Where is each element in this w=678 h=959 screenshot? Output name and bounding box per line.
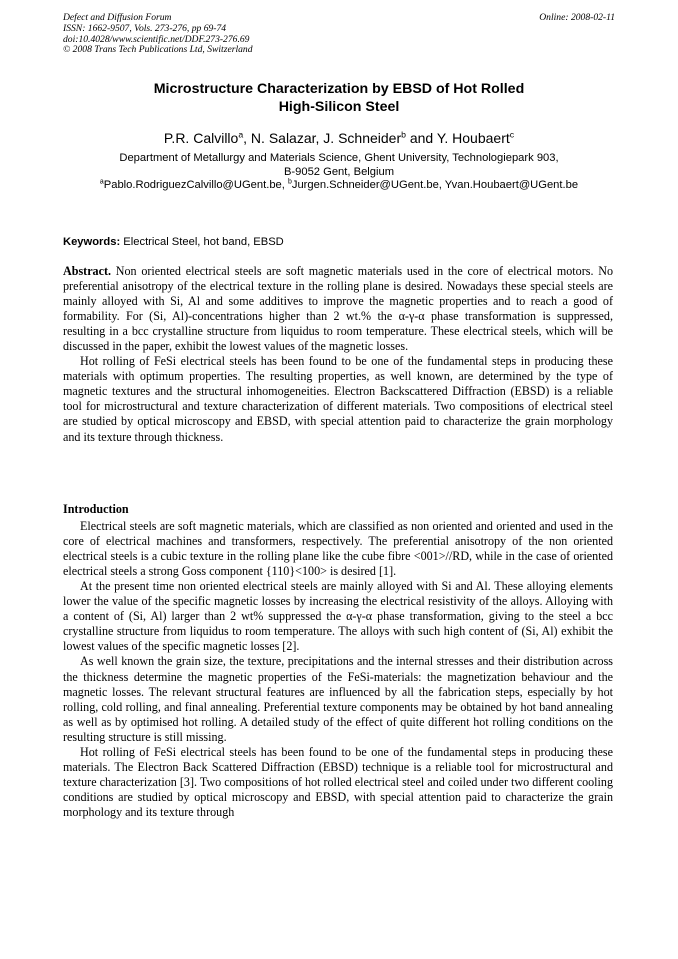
paper-title-line-1: Microstructure Characterization by EBSD of Hot Rolled	[153, 81, 525, 97]
journal-issn: ISSN: 1662-9507, Vols. 273-276, pp 69-74	[63, 22, 227, 34]
intro-paragraph-1: Electrical steels are soft magnetic materials, which are classified as non oriented and oriented and used in the core of electrical machines and transformers, respectively. The preferential anisotropy of the non oriented electrical steels is a cubic texture in the rolling plane like the cube fibre <001>//RD, while in the case of oriented electrical steels a strong Goss component {110}<100> is desired [1].	[63, 519, 613, 579]
intro-paragraph-4: Hot rolling of FeSi electrical steels has been found to be one of the fundamental steps in producing these materials. The Electron Back Scattered Diffraction (EBSD) technique is a reliable tool for microstructural and texture characterization [3]. Two compositions of hot rolled electrical steel and coiled under two different cooling conditions are studied by optical microscopy and EBSD, with special attention paid to characterize the grain morphology and its texture through	[63, 744, 613, 819]
abstract-paragraph-1	[63, 264, 613, 354]
affiliation-line-1: Department of Metallurgy and Materials Science, Ghent University, Technologiepark 903,	[119, 152, 559, 164]
journal-doi: doi:10.4028/www.scientific.net/DDF.273-276.69	[63, 33, 250, 45]
author-4-mark: c	[509, 129, 515, 140]
journal-copyright: © 2008 Trans Tech Publications Ltd, Switzerland	[63, 44, 253, 56]
abstract-text-1: Non oriented electrical steels are soft magnetic materials used in the core of electrical motors. No preferential anisotropy of the electrical texture in the rolling plane is desired. Nowadays these special steels are mainly alloyed with Si, Al and some additives to improve the magnetic properties and to reach a good of formability. For (Si, Al)-concentrations higher than 2 wt.% the α-γ-α phase transformation is suppressed, resulting in a bcc crystalline structure from liquidus to room temperature. These electrical steels, which will be discussed in the paper, exhibit the lowest values of the magnetic losses.	[63, 264, 613, 354]
journal-header	[63, 13, 253, 56]
email-a: Pablo.RodriguezCalvillo@UGent.be,	[103, 179, 288, 191]
abstract-section	[63, 264, 613, 445]
journal-name: Defect and Diffusion Forum	[63, 12, 172, 23]
email-b-mark: b	[288, 178, 292, 186]
online-date: Online: 2008-02-11	[539, 12, 615, 23]
keywords-label: Keywords:	[63, 236, 121, 248]
intro-paragraph-3: As well known the grain size, the texture, precipitations and the internal stresses and their distribution across the thickness determine the magnetic properties of the FeSi-materials: the magnetization behaviour and the magnetic losses. The relevant structural features are influenced by all the fabrication steps, especially by hot rolling, cold rolling, and final annealing. Preferential texture components may be obtained by hot band annealing as well as by optimised hot rolling. A detailed study of the effect of quite different hot rolling conditions on the resulting structure is still missing.	[63, 654, 613, 744]
keywords-text: Electrical Steel, hot band, EBSD	[120, 236, 284, 248]
affiliation	[0, 152, 678, 193]
email-b: Jurgen.Schneider@UGent.be, Yvan.Houbaert@UGent.be	[291, 179, 579, 191]
intro-paragraph-2: At the present time non oriented electrical steels are mainly alloyed with Si and Al. These alloying elements lower the value of the specific magnetic losses by increasing the electrical resistivity of the alloys. Alloying with a content of (Si, Al) larger than 2 wt% suppressed the α-γ-α phase transformation, giving to the steel a bcc crystalline structure from liquidus to room temperature. The alloys with such high content of (Si, Al) exhibit the lowest values of the specific magnetic losses [2].	[63, 579, 613, 654]
author-list	[0, 129, 678, 147]
authors-middle: , N. Salazar, J. Schneider	[243, 130, 402, 146]
author-3-mark: b	[401, 129, 406, 140]
author-4: and Y. Houbaert	[405, 130, 510, 146]
paper-title-line-2: High-Silicon Steel	[278, 98, 400, 115]
author-1: P.R. Calvillo	[163, 130, 239, 146]
author-emails	[0, 179, 678, 193]
abstract-label: Abstract.	[63, 264, 112, 278]
introduction-section	[63, 502, 613, 820]
abstract-paragraph-2: Hot rolling of FeSi electrical steels has been found to be one of the fundamental steps in producing these materials with optimum properties. The resulting properties, as well known, are determined by the type of magnetic textures and the structural inhomogeneities. Electron Backscattered Diffraction (EBSD) is a reliable tool for microstructural and texture characterization of different materials. Two compositions of electrical steel are studied by optical microscopy and EBSD, with special attention paid to characterize the grain morphology and its texture through thickness.	[63, 354, 613, 444]
paper-title	[0, 81, 678, 116]
introduction-heading: Introduction	[63, 502, 129, 516]
author-1-mark: a	[238, 129, 244, 140]
email-a-mark: a	[99, 178, 104, 186]
affiliation-line-2: B-9052 Gent, Belgium	[283, 165, 395, 178]
keywords	[63, 235, 284, 249]
